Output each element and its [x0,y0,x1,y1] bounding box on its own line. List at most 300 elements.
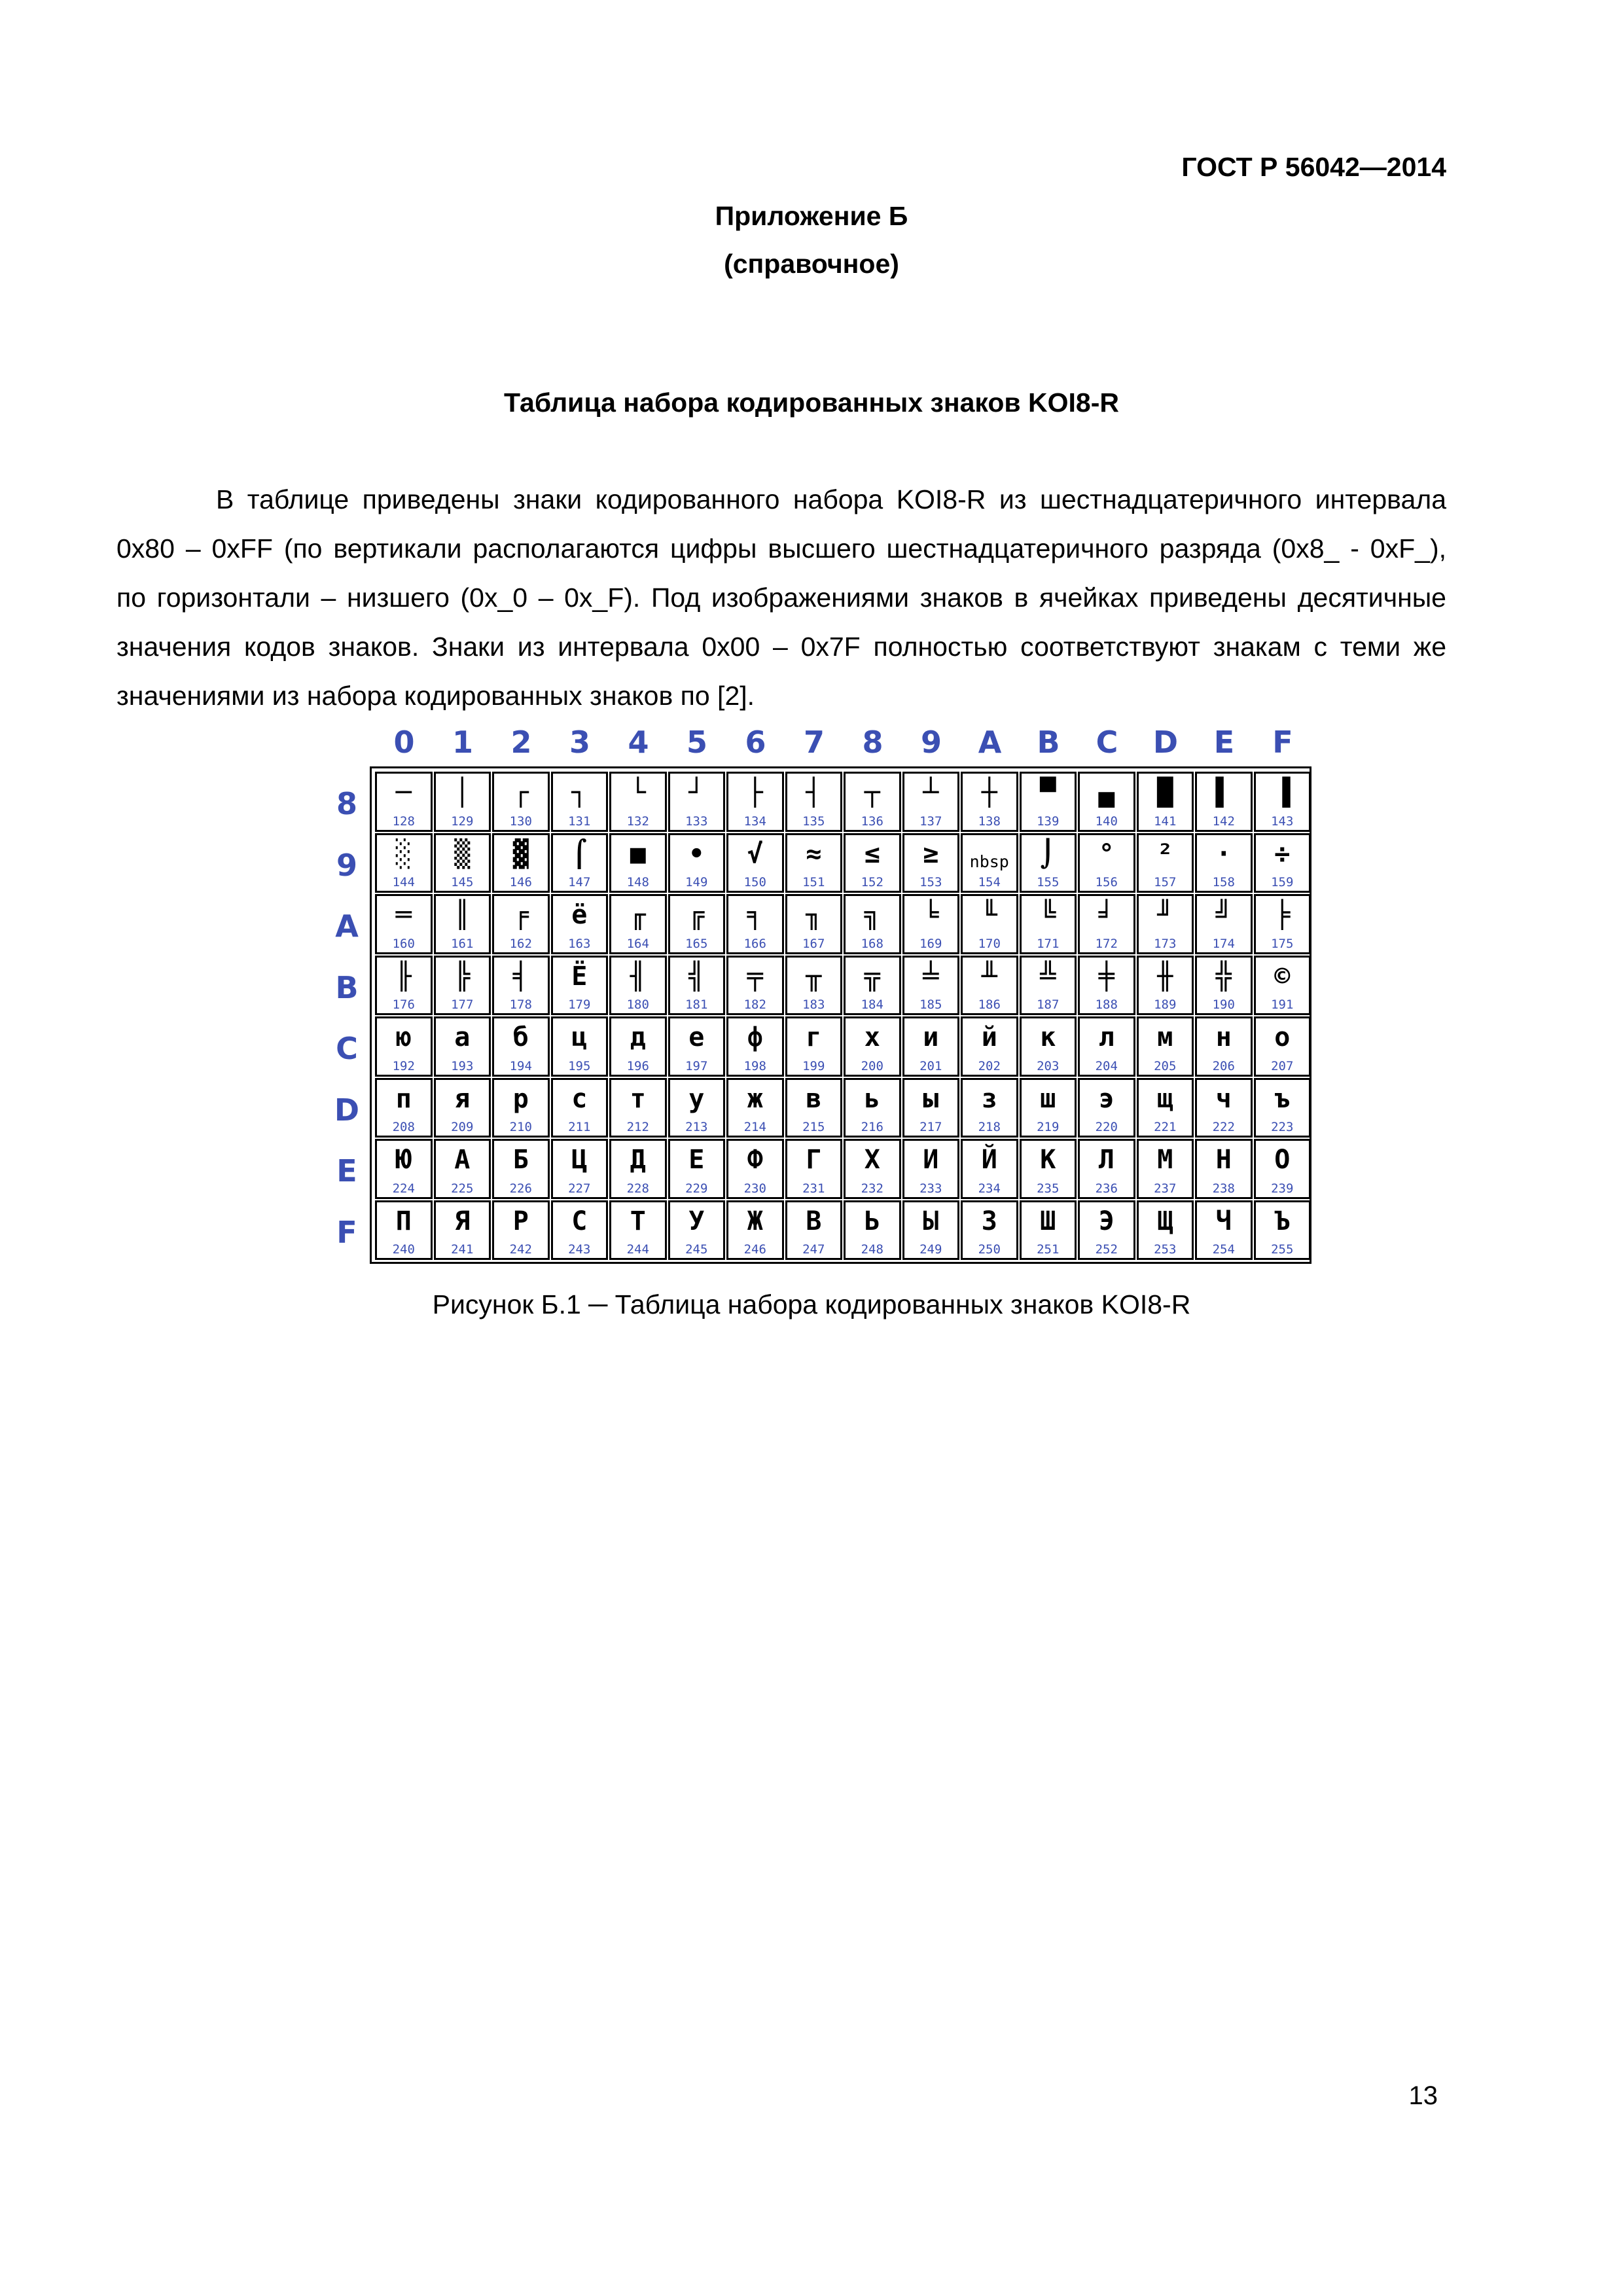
char-cell [668,1200,726,1261]
char-code: 178 [509,997,532,1012]
char-code: 142 [1212,814,1235,829]
char-cell [1020,894,1077,954]
char-cell [902,894,960,954]
char-cell [375,833,433,893]
char-glyph: З [981,1206,997,1236]
char-code: 172 [1095,936,1118,951]
char-glyph: ÷ [1274,838,1291,869]
char-code: 217 [919,1120,942,1134]
char-code: 242 [509,1242,532,1257]
char-glyph: ╦ [864,961,880,992]
char-code: 249 [919,1242,942,1257]
char-cell [375,1139,433,1199]
char-cell [726,1078,784,1138]
column-header: 8 [862,725,883,760]
char-code: 149 [685,875,708,889]
char-glyph: э [1098,1083,1115,1114]
char-glyph: Ф [747,1145,763,1175]
char-code: 138 [978,814,1001,829]
row-header: F [336,1214,357,1250]
char-code: 134 [743,814,766,829]
char-code: 234 [978,1181,1001,1196]
char-cell [492,1016,550,1077]
paragraph-line: 0x80 – 0xFF (по вертикали располагаются цифры высшего шестнадцатеричного разряда (0x8_ - 0xF_), [116,533,1446,564]
char-code: 153 [919,875,942,889]
char-code: 220 [1095,1120,1118,1134]
char-code: 194 [509,1058,532,1073]
char-cell [785,772,843,832]
char-glyph: ▐ [1274,778,1291,808]
char-glyph: Р [512,1206,529,1236]
char-glyph: щ [1157,1083,1173,1114]
char-cell [1020,956,1077,1016]
char-glyph: б [512,1022,529,1052]
char-cell [668,833,726,893]
char-cell [1195,894,1253,954]
appendix-type: (справочное) [724,249,899,279]
char-glyph: п [395,1083,412,1114]
char-glyph: ░ [395,838,412,869]
char-cell [1078,894,1135,954]
char-cell [902,1139,960,1199]
char-code: 225 [451,1181,474,1196]
char-cell [726,772,784,832]
char-cell [609,1016,667,1077]
char-code: 161 [451,936,474,951]
char-cell [434,1139,491,1199]
char-glyph: м [1157,1022,1173,1052]
char-glyph: ─ [395,778,412,808]
char-code: 210 [509,1120,532,1134]
char-code: 156 [1095,875,1118,889]
char-glyph: ╩ [1040,961,1056,992]
char-glyph: · [1215,838,1232,869]
char-glyph: ▒ [454,838,471,869]
char-code: 206 [1212,1058,1235,1073]
char-code: 181 [685,997,708,1012]
char-code: 254 [1212,1242,1235,1257]
char-cell [1020,772,1077,832]
char-glyph: Ж [747,1206,763,1236]
char-glyph: т [630,1083,646,1114]
char-code: 188 [1095,997,1118,1012]
char-glyph: л [1098,1022,1115,1052]
char-code: 255 [1271,1242,1294,1257]
char-glyph: ┤ [806,778,822,808]
char-cell [492,1200,550,1261]
char-cell [1254,1139,1311,1199]
char-cell [434,894,491,954]
figure-caption: Рисунок Б.1 ─ Таблица набора кодированных знаков KOI8-R [432,1289,1191,1319]
char-code: 213 [685,1120,708,1134]
char-glyph: © [1274,961,1291,992]
char-glyph: ╙ [981,900,997,930]
column-header: 2 [510,725,532,760]
column-header: C [1096,725,1118,760]
char-cell [434,956,491,1016]
char-cell [844,1139,901,1199]
char-code: 136 [861,814,883,829]
char-code: 227 [568,1181,591,1196]
char-code: 233 [919,1181,942,1196]
char-glyph: Я [454,1206,471,1236]
char-code: 179 [568,997,591,1012]
char-glyph: ║ [454,900,471,930]
char-code: 190 [1212,997,1235,1012]
char-code: 157 [1154,875,1177,889]
char-code: 200 [861,1058,883,1073]
char-cell [844,1078,901,1138]
char-glyph: ╟ [395,961,412,992]
char-glyph: Ъ [1274,1206,1291,1236]
char-glyph: Э [1098,1206,1115,1236]
char-cell [844,772,901,832]
char-cell [1078,1200,1135,1261]
char-cell [1020,1200,1077,1261]
char-code: 251 [1037,1242,1060,1257]
char-glyph: ┐ [571,778,588,808]
char-cell [1137,1200,1194,1261]
char-glyph: С [571,1206,588,1236]
column-header: 7 [803,725,825,760]
char-cell [1078,1078,1135,1138]
char-code: 166 [743,936,766,951]
char-code: 238 [1212,1181,1235,1196]
column-header: 5 [686,725,707,760]
paragraph-line: значениями из набора кодированных знаков по [2]. [116,681,755,711]
char-code: 145 [451,875,474,889]
char-code: 245 [685,1242,708,1257]
char-code: 195 [568,1058,591,1073]
char-glyph: ═ [395,900,412,930]
char-code: 130 [509,814,532,829]
char-cell [1078,1139,1135,1199]
char-code: 180 [626,997,649,1012]
char-cell [1254,894,1311,954]
char-glyph: ш [1040,1083,1056,1114]
char-cell [844,894,901,954]
char-cell [1137,956,1194,1016]
char-glyph: Ш [1040,1206,1056,1236]
char-glyph: ╖ [806,900,822,930]
char-glyph: й [981,1022,997,1052]
char-glyph: ╛ [1098,900,1115,930]
char-code: 128 [392,814,415,829]
char-glyph: ╕ [747,900,763,930]
char-glyph: ⌠ [571,838,588,869]
column-header: E [1213,725,1235,760]
char-code: 202 [978,1058,1001,1073]
char-glyph: ╫ [1157,961,1173,992]
char-glyph: ъ [1274,1083,1291,1114]
char-glyph: о [1274,1022,1291,1052]
char-code: 207 [1271,1058,1294,1073]
char-glyph: Й [981,1145,997,1175]
char-cell [1195,772,1253,832]
char-glyph: ╤ [747,961,763,992]
char-glyph: М [1157,1145,1173,1175]
char-glyph: ╬ [1215,961,1232,992]
char-cell [492,833,550,893]
row-header: D [334,1092,360,1128]
char-cell [902,1078,960,1138]
char-glyph: ≈ [806,838,822,869]
appendix-title: Приложение Б [715,201,908,231]
char-code: 133 [685,814,708,829]
char-glyph: ж [747,1083,763,1114]
char-cell [1020,1078,1077,1138]
char-glyph: ё [571,900,588,930]
char-code: 235 [1037,1181,1060,1196]
char-cell [434,1078,491,1138]
char-code: 197 [685,1058,708,1073]
char-glyph: ╠ [454,961,471,992]
char-cell [1195,1078,1253,1138]
char-cell [1254,956,1311,1016]
page-number: 13 [1408,2081,1438,2110]
char-cell [375,956,433,1016]
char-code: 168 [861,936,883,951]
char-glyph: ┌ [512,778,529,808]
char-code: 205 [1154,1058,1177,1073]
char-cell [1254,772,1311,832]
char-cell [551,772,609,832]
char-glyph: ╧ [923,961,939,992]
char-cell [1020,1139,1077,1199]
char-code: 151 [802,875,825,889]
char-cell [1137,772,1194,832]
char-code: 173 [1154,936,1177,951]
char-code: 186 [978,997,1001,1012]
char-glyph: г [806,1022,822,1052]
char-glyph: ╢ [630,961,646,992]
char-cell [609,1200,667,1261]
char-code: 203 [1037,1058,1060,1073]
char-cell [961,894,1018,954]
char-cell [1137,833,1194,893]
char-glyph: Н [1215,1145,1232,1175]
column-header: 9 [920,725,942,760]
char-cell [551,1078,609,1138]
char-code: 208 [392,1120,415,1134]
char-glyph: В [806,1206,822,1236]
char-cell [609,894,667,954]
char-code: 191 [1271,997,1294,1012]
char-code: 193 [451,1058,474,1073]
char-code: 201 [919,1058,942,1073]
char-code: 204 [1095,1058,1118,1073]
char-code: 165 [685,936,708,951]
char-cell [375,772,433,832]
char-code: 158 [1212,875,1235,889]
char-code: 218 [978,1120,1001,1134]
char-glyph: К [1040,1145,1056,1175]
char-cell [668,772,726,832]
char-glyph: ⌡ [1040,838,1056,869]
char-glyph: х [864,1022,880,1052]
char-glyph: ц [571,1022,588,1052]
char-glyph: У [688,1206,705,1236]
char-code: 243 [568,1242,591,1257]
char-code: 139 [1037,814,1060,829]
char-cell [902,956,960,1016]
char-code: 163 [568,936,591,951]
char-glyph: ├ [747,778,763,808]
char-glyph: ╜ [1157,900,1173,930]
char-code: 189 [1154,997,1177,1012]
char-code: 209 [451,1120,474,1134]
char-cell [726,1139,784,1199]
char-cell [785,1016,843,1077]
char-code: 132 [626,814,649,829]
column-header: B [1037,725,1060,760]
char-cell [668,1078,726,1138]
char-code: 137 [919,814,942,829]
char-glyph: ² [1157,838,1173,869]
char-cell [844,1200,901,1261]
char-glyph: я [454,1083,471,1114]
char-code: 215 [802,1120,825,1134]
char-code: 152 [861,875,883,889]
char-code: 223 [1271,1120,1294,1134]
char-cell [1195,1139,1253,1199]
row-header: A [335,908,359,944]
char-code: 216 [861,1120,883,1134]
char-glyph: nbsp [969,852,1009,871]
char-code: 164 [626,936,649,951]
char-glyph: ч [1215,1083,1232,1114]
char-code: 169 [919,936,942,951]
char-cell [1137,1139,1194,1199]
char-code: 135 [802,814,825,829]
char-cell [1195,1016,1253,1077]
char-cell [961,1139,1018,1199]
char-glyph: з [981,1083,997,1114]
char-glyph: Ы [923,1206,939,1236]
char-glyph: д [630,1022,646,1052]
char-cell [668,1139,726,1199]
char-cell [1195,1200,1253,1261]
char-cell [609,772,667,832]
char-cell [1254,1016,1311,1077]
char-code: 221 [1154,1120,1177,1134]
char-code: 250 [978,1242,1001,1257]
char-cell [785,1200,843,1261]
char-code: 143 [1271,814,1294,829]
char-glyph: │ [454,778,471,808]
char-cell [375,1016,433,1077]
char-code: 226 [509,1181,532,1196]
char-cell [609,1078,667,1138]
char-cell [492,894,550,954]
char-glyph: Л [1098,1145,1115,1175]
char-glyph: ╨ [981,961,997,992]
char-code: 196 [626,1058,649,1073]
char-glyph: ы [923,1083,939,1114]
char-cell [434,833,491,893]
char-code: 167 [802,936,825,951]
char-glyph: Ю [395,1145,412,1175]
char-cell [668,956,726,1016]
char-code: 176 [392,997,415,1012]
char-cell [726,956,784,1016]
char-code: 198 [743,1058,766,1073]
paragraph-line: по горизонтали – низшего (0x_0 – 0x_F). Под изображениями знаков в ячейках приведены десятичные [116,583,1446,613]
row-header: 8 [336,786,357,821]
char-glyph: Ё [571,961,588,992]
char-glyph: ╘ [923,900,939,930]
char-cell [961,956,1018,1016]
char-code: 183 [802,997,825,1012]
column-header: 4 [628,725,649,760]
char-glyph: ╡ [512,961,529,992]
char-glyph: н [1215,1022,1232,1052]
char-glyph: О [1274,1145,1291,1175]
char-cell [609,1139,667,1199]
char-cell [726,1200,784,1261]
char-code: 150 [743,875,766,889]
char-code: 244 [626,1242,649,1257]
char-cell [1020,1016,1077,1077]
char-cell [1020,833,1077,893]
char-glyph: ╚ [1040,900,1056,930]
char-code: 241 [451,1242,474,1257]
char-cell [492,1078,550,1138]
char-glyph: ф [747,1022,763,1052]
char-code: 232 [861,1181,883,1196]
char-cell [551,1139,609,1199]
char-cell [1078,833,1135,893]
char-glyph: ╒ [512,900,529,930]
char-code: 219 [1037,1120,1060,1134]
char-code: 144 [392,875,415,889]
char-code: 246 [743,1242,766,1257]
char-code: 175 [1271,936,1294,951]
char-glyph: А [454,1145,471,1175]
char-glyph: ┼ [981,778,997,808]
char-glyph: ю [395,1022,412,1052]
char-cell [1078,956,1135,1016]
char-cell [551,833,609,893]
char-code: 212 [626,1120,649,1134]
char-code: 185 [919,997,942,1012]
column-header: A [978,725,1002,760]
char-glyph: √ [747,838,763,869]
char-cell [1078,772,1135,832]
char-cell [726,894,784,954]
char-glyph: в [806,1083,822,1114]
char-code: 214 [743,1120,766,1134]
char-glyph: ╗ [864,900,880,930]
row-header: C [336,1031,358,1066]
char-cell [1078,1016,1135,1077]
column-header: 1 [452,725,473,760]
char-cell [1137,894,1194,954]
char-code: 171 [1037,936,1060,951]
char-code: 174 [1212,936,1235,951]
row-header: 9 [336,847,357,883]
column-header: 6 [745,725,766,760]
char-cell [1137,1078,1194,1138]
char-glyph: Ц [571,1145,588,1175]
char-code: 247 [802,1242,825,1257]
char-glyph: И [923,1145,939,1175]
char-glyph: Г [806,1145,822,1175]
char-glyph: ┬ [864,778,880,808]
char-glyph: р [512,1083,529,1114]
char-glyph: ▀ [1040,778,1056,808]
char-glyph: ┘ [688,778,705,808]
